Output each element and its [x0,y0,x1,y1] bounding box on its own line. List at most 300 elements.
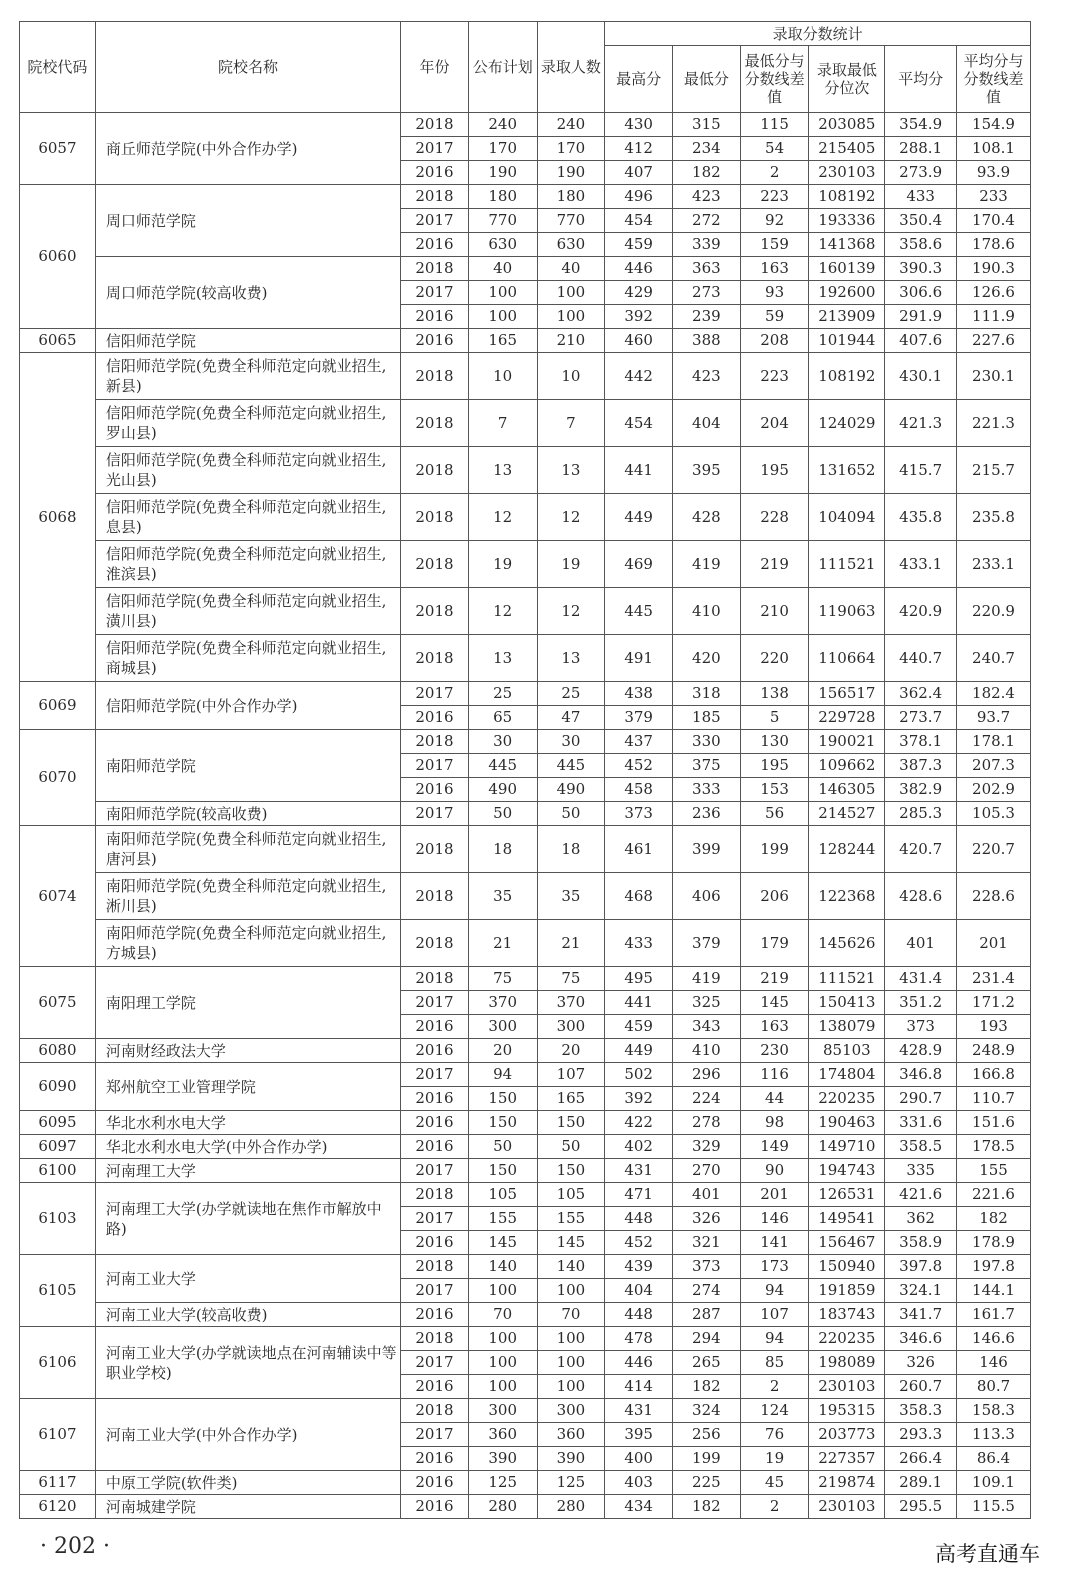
cell-year: 2017 [401,1351,469,1375]
cell-avg: 362.4 [885,682,957,706]
school-name: 华北水利水电大学 [95,1111,400,1135]
header-avg: 平均分 [885,46,957,113]
cell-max: 446 [605,1351,673,1375]
cell-avg-diff: 193 [957,1015,1031,1039]
cell-plan: 7 [468,400,537,447]
cell-avg: 346.6 [885,1327,957,1351]
cell-min-diff: 92 [740,209,809,233]
cell-year: 2018 [401,920,469,967]
cell-rank: 203773 [809,1423,885,1447]
cell-avg: 273.7 [885,706,957,730]
cell-min: 410 [673,1039,741,1063]
table-row [20,1255,1031,1279]
cell-min-diff: 19 [740,1447,809,1471]
school-code: 6068 [20,353,96,682]
cell-max: 437 [605,730,673,754]
table-row [20,1159,1031,1183]
school-name: 信阳师范学院(免费全科师范定向就业招生,息县) [95,494,400,541]
cell-avg-diff: 248.9 [957,1039,1031,1063]
header-code: 院校代码 [20,22,96,113]
cell-plan: 170 [468,137,537,161]
school-code: 6100 [20,1159,96,1183]
cell-plan: 13 [468,635,537,682]
cell-year: 2017 [401,1423,469,1447]
cell-plan: 10 [468,353,537,400]
school-name: 南阳师范学院 [95,730,400,802]
cell-admit: 50 [537,1135,605,1159]
watermark: 高考直通车 [935,1542,1040,1566]
cell-admit: 445 [537,754,605,778]
header-min-diff: 最低分与分数线差值 [740,46,809,113]
cell-admit: 280 [537,1495,605,1519]
cell-min-diff: 199 [740,826,809,873]
cell-min: 287 [673,1303,741,1327]
cell-plan: 100 [468,1327,537,1351]
cell-min: 339 [673,233,741,257]
table-row [20,802,1031,826]
cell-min: 185 [673,706,741,730]
cell-rank: 108192 [809,185,885,209]
cell-plan: 105 [468,1183,537,1207]
cell-avg-diff: 146 [957,1351,1031,1375]
cell-max: 461 [605,826,673,873]
cell-year: 2018 [401,967,469,991]
cell-rank: 104094 [809,494,885,541]
cell-rank: 149541 [809,1207,885,1231]
cell-admit: 47 [537,706,605,730]
cell-avg-diff: 110.7 [957,1087,1031,1111]
cell-avg: 358.5 [885,1135,957,1159]
cell-min: 315 [673,113,741,137]
cell-year: 2018 [401,873,469,920]
cell-avg: 295.5 [885,1495,957,1519]
cell-max: 433 [605,920,673,967]
cell-admit: 25 [537,682,605,706]
cell-max: 404 [605,1279,673,1303]
school-name: 河南理工大学(办学就读地在焦作市解放中路) [95,1183,400,1255]
school-name: 南阳师范学院(免费全科师范定向就业招生,方城县) [95,920,400,967]
cell-max: 434 [605,1495,673,1519]
cell-plan: 100 [468,1375,537,1399]
cell-min: 428 [673,494,741,541]
cell-admit: 170 [537,137,605,161]
cell-plan: 100 [468,305,537,329]
cell-year: 2016 [401,1447,469,1471]
cell-max: 441 [605,447,673,494]
table-row [20,1183,1031,1207]
cell-avg-diff: 197.8 [957,1255,1031,1279]
cell-avg: 362 [885,1207,957,1231]
cell-admit: 105 [537,1183,605,1207]
cell-min: 333 [673,778,741,802]
cell-admit: 630 [537,233,605,257]
school-name: 河南工业大学 [95,1255,400,1303]
cell-min: 182 [673,161,741,185]
cell-min-diff: 85 [740,1351,809,1375]
cell-max: 458 [605,778,673,802]
cell-plan: 155 [468,1207,537,1231]
cell-plan: 13 [468,447,537,494]
cell-min: 274 [673,1279,741,1303]
school-code: 6117 [20,1471,96,1495]
school-name: 信阳师范学院 [95,329,400,353]
cell-avg-diff: 178.6 [957,233,1031,257]
cell-admit: 20 [537,1039,605,1063]
cell-admit: 19 [537,541,605,588]
cell-admit: 360 [537,1423,605,1447]
cell-min: 272 [673,209,741,233]
cell-min: 318 [673,682,741,706]
cell-min-diff: 230 [740,1039,809,1063]
cell-plan: 25 [468,682,537,706]
cell-admit: 390 [537,1447,605,1471]
cell-min-diff: 219 [740,541,809,588]
cell-plan: 240 [468,113,537,137]
table-row [20,353,1031,400]
cell-year: 2016 [401,1303,469,1327]
cell-year: 2017 [401,1207,469,1231]
cell-admit: 150 [537,1111,605,1135]
school-code: 6120 [20,1495,96,1519]
cell-plan: 445 [468,754,537,778]
cell-avg-diff: 105.3 [957,802,1031,826]
cell-avg: 373 [885,1015,957,1039]
school-code: 6074 [20,826,96,967]
cell-rank: 230103 [809,1375,885,1399]
cell-year: 2018 [401,353,469,400]
cell-plan: 150 [468,1111,537,1135]
cell-max: 379 [605,706,673,730]
cell-max: 430 [605,113,673,137]
cell-plan: 94 [468,1063,537,1087]
cell-min-diff: 98 [740,1111,809,1135]
cell-year: 2018 [401,185,469,209]
table-row [20,1063,1031,1087]
cell-avg: 331.6 [885,1111,957,1135]
table-row [20,1399,1031,1423]
cell-min-diff: 163 [740,1015,809,1039]
cell-admit: 100 [537,305,605,329]
cell-plan: 75 [468,967,537,991]
school-code: 6057 [20,113,96,185]
school-name: 河南工业大学(中外合作办学) [95,1399,400,1471]
header-plan: 公布计划 [468,22,537,113]
cell-rank: 124029 [809,400,885,447]
header-max: 最高分 [605,46,673,113]
cell-avg: 324.1 [885,1279,957,1303]
cell-admit: 13 [537,635,605,682]
cell-year: 2017 [401,754,469,778]
cell-min-diff: 195 [740,447,809,494]
school-name: 华北水利水电大学(中外合作办学) [95,1135,400,1159]
school-code: 6069 [20,682,96,730]
cell-min-diff: 107 [740,1303,809,1327]
cell-avg-diff: 155 [957,1159,1031,1183]
cell-year: 2017 [401,1159,469,1183]
cell-plan: 19 [468,541,537,588]
cell-min: 256 [673,1423,741,1447]
cell-rank: 126531 [809,1183,885,1207]
cell-min: 423 [673,353,741,400]
table-row [20,1495,1031,1519]
cell-min: 410 [673,588,741,635]
cell-avg: 260.7 [885,1375,957,1399]
cell-rank: 111521 [809,967,885,991]
cell-rank: 230103 [809,1495,885,1519]
cell-avg: 382.9 [885,778,957,802]
table-row [20,730,1031,754]
cell-rank: 119063 [809,588,885,635]
cell-min-diff: 145 [740,991,809,1015]
cell-admit: 300 [537,1399,605,1423]
cell-admit: 40 [537,257,605,281]
table-row [20,1135,1031,1159]
cell-rank: 101944 [809,329,885,353]
cell-rank: 220235 [809,1087,885,1111]
cell-min: 324 [673,1399,741,1423]
cell-min: 343 [673,1015,741,1039]
cell-rank: 110664 [809,635,885,682]
cell-min: 234 [673,137,741,161]
cell-min: 363 [673,257,741,281]
cell-max: 403 [605,1471,673,1495]
cell-admit: 770 [537,209,605,233]
cell-min: 326 [673,1207,741,1231]
page-number: · 202 · [40,1534,110,1559]
cell-max: 439 [605,1255,673,1279]
cell-avg: 293.3 [885,1423,957,1447]
cell-avg-diff: 170.4 [957,209,1031,233]
cell-avg: 306.6 [885,281,957,305]
table-row [20,494,1031,541]
cell-max: 469 [605,541,673,588]
cell-min: 419 [673,967,741,991]
cell-min: 270 [673,1159,741,1183]
cell-rank: 220235 [809,1327,885,1351]
cell-avg-diff: 221.3 [957,400,1031,447]
cell-rank: 193336 [809,209,885,233]
school-name: 河南工业大学(办学就读地点在河南辅读中等职业学校) [95,1327,400,1399]
cell-year: 2018 [401,1327,469,1351]
cell-avg-diff: 178.9 [957,1231,1031,1255]
school-name: 河南工业大学(较高收费) [95,1303,400,1327]
cell-min: 265 [673,1351,741,1375]
school-name: 信阳师范学院(免费全科师范定向就业招生,新县) [95,353,400,400]
cell-avg: 428.9 [885,1039,957,1063]
cell-year: 2016 [401,1495,469,1519]
cell-rank: 190021 [809,730,885,754]
cell-min: 423 [673,185,741,209]
cell-year: 2017 [401,1063,469,1087]
cell-rank: 191859 [809,1279,885,1303]
cell-rank: 149710 [809,1135,885,1159]
cell-min: 404 [673,400,741,447]
school-code: 6107 [20,1399,96,1471]
cell-min-diff: 138 [740,682,809,706]
cell-plan: 35 [468,873,537,920]
school-code: 6106 [20,1327,96,1399]
cell-max: 491 [605,635,673,682]
header-admit: 录取人数 [537,22,605,113]
cell-plan: 12 [468,494,537,541]
cell-admit: 370 [537,991,605,1015]
cell-max: 496 [605,185,673,209]
table-row [20,873,1031,920]
cell-avg-diff: 115.5 [957,1495,1031,1519]
cell-avg: 420.7 [885,826,957,873]
cell-rank: 146305 [809,778,885,802]
cell-min: 273 [673,281,741,305]
cell-min: 325 [673,991,741,1015]
cell-admit: 107 [537,1063,605,1087]
school-code: 6097 [20,1135,96,1159]
cell-max: 502 [605,1063,673,1087]
cell-min: 399 [673,826,741,873]
cell-admit: 125 [537,1471,605,1495]
cell-max: 442 [605,353,673,400]
cell-plan: 150 [468,1087,537,1111]
cell-avg-diff: 220.7 [957,826,1031,873]
cell-max: 495 [605,967,673,991]
table-body [20,113,1031,1519]
cell-year: 2016 [401,161,469,185]
cell-min: 278 [673,1111,741,1135]
cell-avg-diff: 171.2 [957,991,1031,1015]
cell-admit: 145 [537,1231,605,1255]
table-row [20,635,1031,682]
cell-rank: 229728 [809,706,885,730]
cell-rank: 183743 [809,1303,885,1327]
table-row [20,1471,1031,1495]
cell-min: 420 [673,635,741,682]
cell-avg-diff: 190.3 [957,257,1031,281]
cell-avg: 421.3 [885,400,957,447]
table-row [20,826,1031,873]
cell-max: 431 [605,1399,673,1423]
cell-year: 2018 [401,400,469,447]
cell-plan: 140 [468,1255,537,1279]
table-row [20,113,1031,137]
cell-rank: 145626 [809,920,885,967]
cell-avg-diff: 158.3 [957,1399,1031,1423]
cell-avg: 358.9 [885,1231,957,1255]
cell-plan: 180 [468,185,537,209]
cell-min-diff: 115 [740,113,809,137]
cell-min-diff: 44 [740,1087,809,1111]
cell-min: 401 [673,1183,741,1207]
school-name: 周口师范学院(较高收费) [95,257,400,329]
cell-plan: 770 [468,209,537,233]
school-name: 南阳师范学院(较高收费) [95,802,400,826]
school-name: 中原工学院(软件类) [95,1471,400,1495]
cell-admit: 12 [537,588,605,635]
cell-year: 2018 [401,113,469,137]
cell-year: 2017 [401,682,469,706]
cell-admit: 18 [537,826,605,873]
table-row [20,588,1031,635]
cell-avg-diff: 228.6 [957,873,1031,920]
cell-min-diff: 45 [740,1471,809,1495]
cell-plan: 360 [468,1423,537,1447]
cell-rank: 128244 [809,826,885,873]
cell-avg: 358.3 [885,1399,957,1423]
cell-avg: 440.7 [885,635,957,682]
cell-avg-diff: 109.1 [957,1471,1031,1495]
header-min: 最低分 [673,46,741,113]
cell-admit: 12 [537,494,605,541]
cell-max: 441 [605,991,673,1015]
cell-avg: 291.9 [885,305,957,329]
cell-admit: 10 [537,353,605,400]
cell-year: 2016 [401,1135,469,1159]
admission-score-table [19,21,1031,1519]
cell-min-diff: 220 [740,635,809,682]
school-name: 南阳师范学院(免费全科师范定向就业招生,唐河县) [95,826,400,873]
cell-plan: 50 [468,802,537,826]
cell-max: 407 [605,161,673,185]
school-code: 6065 [20,329,96,353]
cell-admit: 240 [537,113,605,137]
cell-max: 459 [605,233,673,257]
cell-admit: 70 [537,1303,605,1327]
table-row [20,400,1031,447]
cell-max: 448 [605,1207,673,1231]
cell-max: 452 [605,754,673,778]
cell-avg-diff: 220.9 [957,588,1031,635]
cell-min-diff: 5 [740,706,809,730]
cell-rank: 108192 [809,353,885,400]
school-name: 商丘师范学院(中外合作办学) [95,113,400,185]
cell-min-diff: 56 [740,802,809,826]
school-code: 6080 [20,1039,96,1063]
cell-min: 329 [673,1135,741,1159]
cell-min-diff: 219 [740,967,809,991]
cell-rank: 230103 [809,161,885,185]
cell-min: 406 [673,873,741,920]
cell-admit: 300 [537,1015,605,1039]
cell-min-diff: 130 [740,730,809,754]
cell-avg-diff: 182 [957,1207,1031,1231]
cell-max: 448 [605,1303,673,1327]
cell-avg-diff: 154.9 [957,113,1031,137]
cell-avg-diff: 93.9 [957,161,1031,185]
cell-year: 2016 [401,1111,469,1135]
cell-avg: 346.8 [885,1063,957,1087]
cell-avg: 288.1 [885,137,957,161]
cell-year: 2016 [401,1015,469,1039]
cell-min: 419 [673,541,741,588]
cell-rank: 194743 [809,1159,885,1183]
cell-plan: 100 [468,1279,537,1303]
school-name: 信阳师范学院(免费全科师范定向就业招生,商城县) [95,635,400,682]
cell-min-diff: 159 [740,233,809,257]
cell-max: 429 [605,281,673,305]
cell-avg: 431.4 [885,967,957,991]
cell-plan: 150 [468,1159,537,1183]
cell-max: 400 [605,1447,673,1471]
cell-plan: 30 [468,730,537,754]
cell-avg-diff: 144.1 [957,1279,1031,1303]
cell-plan: 125 [468,1471,537,1495]
table-row [20,329,1031,353]
cell-plan: 165 [468,329,537,353]
cell-year: 2016 [401,1375,469,1399]
cell-avg: 430.1 [885,353,957,400]
school-name: 南阳师范学院(免费全科师范定向就业招生,淅川县) [95,873,400,920]
cell-avg-diff: 235.8 [957,494,1031,541]
school-code: 6103 [20,1183,96,1255]
cell-min: 239 [673,305,741,329]
